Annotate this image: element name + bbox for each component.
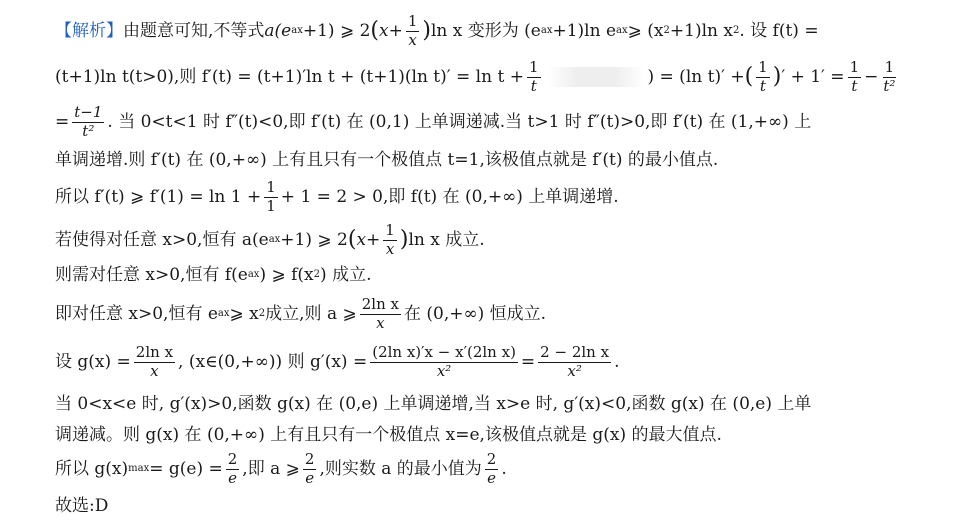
answer-choice: 故选:D <box>55 496 109 516</box>
fraction: $\frac{1}{1}$ <box>266 178 276 215</box>
fraction: $\frac{\text{2 − 2ln x}}{\text{x²}}$ <box>540 343 610 380</box>
solution-line-9: 设 g(x) = $\frac{\text{2ln x}}{x}$ , (x∈(0,+∞)) 则 g′(x) = $\frac{\text{(2ln x)′x − x′(2ln x)}}{\text{x²}}$ = $\frac{\text{2 − 2ln x}}{\text{x²}}$ . <box>55 343 620 380</box>
fraction: $\frac{\text{2ln x}}{x}$ <box>361 295 399 332</box>
solution-line-4: 单调递增.则 f′(t) 在 (0,+∞) 上有且只有一个极值点 t=1,该极值点就是 f′(t) 的最小值点. <box>55 150 719 170</box>
fraction: $\frac{1}{\text{t²}}$ <box>883 58 896 95</box>
solution-line-5: 所以 f′(t) ⩾ f′(1) = ln 1 + $\frac{1}{1}$ + 1 = 2 > 0,即 f(t) 在 (0,+∞) 上单调递增. <box>55 178 619 215</box>
fraction: $\frac{2}{e}$ <box>304 450 315 487</box>
obscured-region <box>548 67 644 87</box>
solution-line-8: 即对任意 x>0,恒有 e ax ⩾ x 2 成立,则 a ⩾ $\frac{\text{2ln x}}{x}$ 在 (0,+∞) 恒成立. <box>55 295 547 332</box>
solution-line-2: (t+1)ln t(t>0),则 f′(t) = (t+1)′ln t + (t+1)(ln t)′ = ln t + $\frac{1}{t}$ ) = (ln t)′ + ( $\frac{1}{t}$ ) ′ + 1′ = $\frac{1}{t}$ − $\frac{1}{\text{t²}}$ <box>55 58 896 95</box>
solution-line-11: 调递减。则 g(x) 在 (0,+∞) 上有且只有一个极值点 x=e,该极值点就是 g(x) 的最大值点. <box>55 425 722 445</box>
analysis-tag: 【解析】 <box>55 20 123 41</box>
fraction: $\frac{1}{x}$ <box>407 12 418 49</box>
solution-line-13 <box>55 497 108 516</box>
fraction: $\frac{2}{e}$ <box>227 450 238 487</box>
solution-line-7: 则需对任意 x>0,恒有 f(e ax ) ⩾ f(x 2 ) 成立. <box>55 265 372 285</box>
fraction: $\frac{2}{e}$ <box>486 450 497 487</box>
fraction: $\frac{\text{2ln x}}{x}$ <box>135 343 174 380</box>
solution-line-3: = $\frac{t-1}{\text{t²}}$ . 当 0<t<1 时 f″(t)<0,即 f′(t) 在 (0,1) 上单调递减.当 t>1 时 f″(t)>0,即 f′(t) 在 (1,+∞) 上 <box>55 103 812 140</box>
fraction: $\frac{1}{t}$ <box>849 58 860 95</box>
solution-line-6: 若使得对任意 x>0,恒有 a(e ax +1) ⩾ 2 ( x+ $\frac{1}{x}$ ) ln x 成立. <box>55 221 485 258</box>
fraction: $\frac{1}{x}$ <box>385 221 395 258</box>
fraction: $\frac{1}{t}$ <box>528 58 539 95</box>
fraction: $\frac{t-1}{\text{t²}}$ <box>74 103 103 140</box>
solution-line-12: 所以 g(x) max = g(e) = $\frac{2}{e}$ ,即 a ⩾ $\frac{2}{e}$ ,则实数 a 的最小值为 $\frac{2}{e}$ . <box>55 450 507 487</box>
fraction: $\frac{\text{(2ln x)′x − x′(2ln x)}}{\text{x²}}$ <box>372 343 516 380</box>
solution-line-1: 【解析】 由题意可知,不等式 a(e ax +1) ⩾ 2 ( x+ $\frac{1}{x}$ ) ln x 变形为 (e ax +1)ln e ax ⩾ (x 2 +1)ln x 2 . 设 f(t) = <box>55 12 819 49</box>
solution-line-10: 当 0<x<e 时, g′(x)>0,函数 g(x) 在 (0,e) 上单调递增,当 x>e 时, g′(x)<0,函数 g(x) 在 (0,e) 上单 <box>55 394 812 414</box>
fraction: $\frac{1}{t}$ <box>758 58 768 95</box>
